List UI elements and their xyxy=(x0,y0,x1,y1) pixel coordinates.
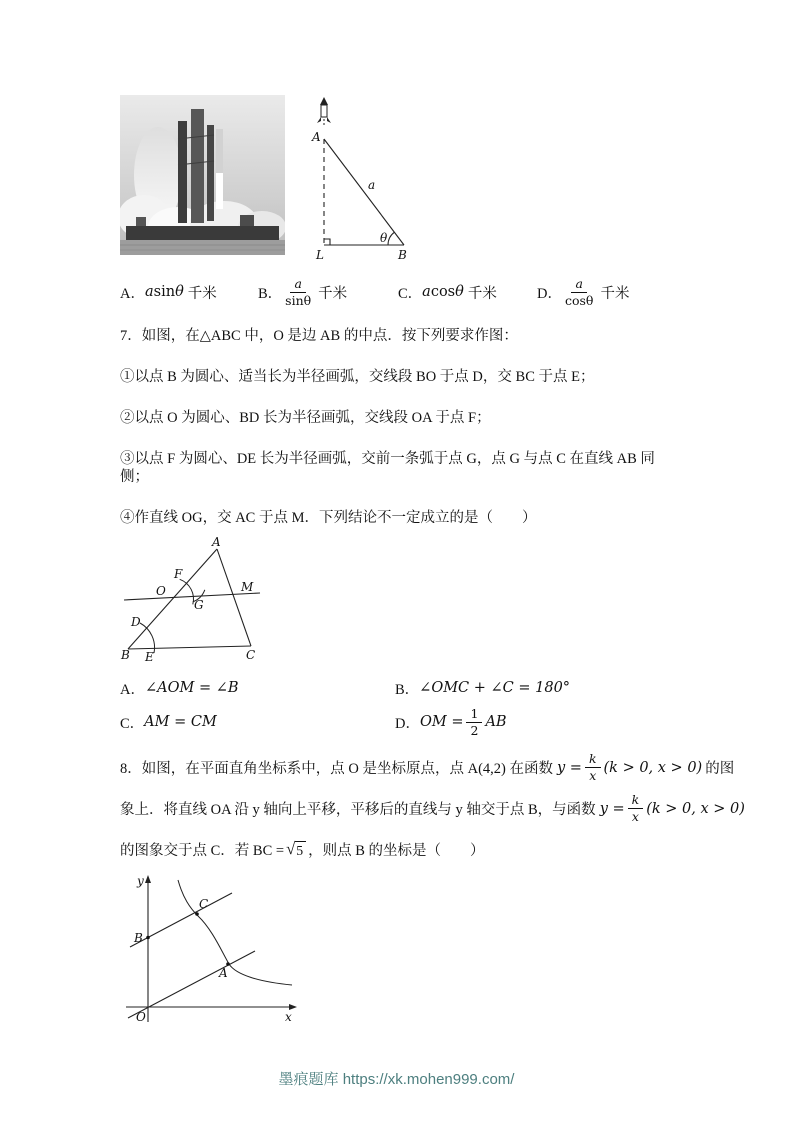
option-letter: C． xyxy=(398,285,423,302)
fraction-numerator: 1 xyxy=(466,707,482,723)
math-var: a xyxy=(144,284,154,300)
fraction xyxy=(585,752,601,783)
q7-option-c xyxy=(120,711,395,733)
stem-text: 8．如图，在平面直角坐标系中，点 O 是坐标原点，点 A(4,2) 在函数 xyxy=(120,761,553,777)
theta-label: θ xyxy=(380,231,388,245)
gantry-tower xyxy=(178,121,187,223)
fraction xyxy=(466,707,482,738)
fraction xyxy=(285,277,311,308)
unit-label: 千米 xyxy=(318,285,348,302)
theta-angle-arc xyxy=(388,232,394,245)
math-sym: θ xyxy=(175,284,184,300)
math-fn: sin xyxy=(153,284,176,300)
option-letter: C． xyxy=(120,715,145,732)
unit-label: 千米 xyxy=(467,285,497,302)
q6-option-d xyxy=(537,277,629,308)
math-var: a xyxy=(422,284,431,300)
square-root xyxy=(286,838,306,859)
side-label-a: a xyxy=(368,178,376,192)
gantry-tower xyxy=(191,109,204,223)
point-label-A: A xyxy=(219,966,228,980)
hyperbola-curve xyxy=(178,880,292,985)
q8-stem xyxy=(120,747,745,870)
sea xyxy=(120,240,285,255)
point-label-B: B xyxy=(121,648,130,662)
point-label-D: D xyxy=(131,615,141,629)
q7-step3: ③以点 F 为圆心、DE 长为半径画弧，交前一条弧于点 G，点 G 与点 C 在直线 AB 同侧； xyxy=(120,451,655,485)
option-letter: A． xyxy=(120,285,145,302)
exhaust-flame xyxy=(216,173,223,209)
option-letter: A． xyxy=(120,681,145,698)
math-fn: cos xyxy=(430,284,456,300)
point-label-C: C xyxy=(246,648,256,662)
math-expr: ∠OMC + ∠C = 180° xyxy=(419,680,571,696)
point-label-O: O xyxy=(156,584,166,598)
option-letter: B． xyxy=(258,285,283,302)
point-label-C: C xyxy=(199,897,209,911)
rocket-icon xyxy=(317,97,331,127)
stem-text: 象上．将直线 OA 沿 y 轴向上平移，平移后的直线与 y 轴交于点 B，与函数 xyxy=(120,802,596,818)
point-label-G: G xyxy=(194,598,204,612)
y-axis-arrow xyxy=(145,875,151,883)
radical-sign: √ xyxy=(286,838,296,858)
deck-structure xyxy=(240,215,254,226)
math-expr: AM = CM xyxy=(144,714,217,730)
radicand: 5 xyxy=(295,841,306,859)
side-AC xyxy=(217,549,251,646)
q7-option-a xyxy=(120,677,395,699)
q6-option-b xyxy=(258,277,398,308)
fraction-numerator: k xyxy=(585,752,601,768)
math-eq: y = xyxy=(599,800,625,817)
deck-structure xyxy=(136,217,146,226)
q7-option-b xyxy=(395,677,675,699)
right-triangle-diagram xyxy=(310,95,420,267)
fraction-numerator: k xyxy=(628,793,644,809)
footer-site-link[interactable]: 墨痕题库 https://xk.mohen999.com/ xyxy=(278,1071,515,1088)
math-sym: θ xyxy=(455,284,464,300)
q7-stem: 7．如图，在△ABC 中，O 是边 AB 的中点．按下列要求作图： xyxy=(120,328,518,344)
fraction-denominator: x xyxy=(631,809,639,824)
math-expr: AB xyxy=(485,714,507,730)
stem-text: ，则点 B 的坐标是（ ） xyxy=(308,843,485,859)
math-eq: y = xyxy=(556,759,582,776)
line-BC-translated xyxy=(130,893,232,947)
q7-option-d xyxy=(395,705,675,738)
origin-label-O: O xyxy=(136,1010,146,1024)
point-label-F: F xyxy=(174,567,183,581)
q7-step4: ④作直线 OG，交 AC 于点 M．下列结论不一定成立的是（ ） xyxy=(120,510,537,526)
fraction-denominator: sinθ xyxy=(285,292,312,308)
gantry-tower xyxy=(207,125,214,221)
point-label-B: B xyxy=(134,931,143,945)
unit-label: 千米 xyxy=(187,285,217,302)
math-cond: (k > 0, x > 0) xyxy=(646,800,745,817)
line-OA xyxy=(128,951,255,1018)
vertex-label-A: A xyxy=(312,130,321,144)
q8-coordinate-figure xyxy=(120,872,305,1027)
q8-line2 xyxy=(120,788,745,829)
vertex-label-B: B xyxy=(398,248,407,262)
axis-label-x: x xyxy=(285,1010,292,1024)
line-OG-through-M xyxy=(124,593,260,600)
fraction-denominator: 2 xyxy=(470,722,479,738)
launch-platform-hull xyxy=(126,226,279,240)
arc-centered-O xyxy=(180,579,194,604)
option-letter: D． xyxy=(395,715,420,732)
unit-label: 千米 xyxy=(600,285,630,302)
q7-step2: ②以点 O 为圆心、BD 长为半径画弧，交线段 OA 于点 F； xyxy=(120,410,491,426)
point-label-E: E xyxy=(145,650,154,664)
question7-options xyxy=(120,677,675,738)
option-letter: D． xyxy=(537,285,562,302)
point-label-A: A xyxy=(212,537,221,549)
vertex-label-L: L xyxy=(316,248,324,262)
math-cond: (k > 0, x > 0) xyxy=(603,759,703,776)
q8-line1 xyxy=(120,747,735,788)
q8-line3 xyxy=(120,829,675,870)
fraction-numerator: a xyxy=(571,277,586,293)
option-letter: B． xyxy=(395,681,420,698)
q7-step1: ①以点 B 为圆心、适当长为半径画弧，交线段 BO 于点 D，交 BC 于点 E； xyxy=(120,369,595,385)
stem-text: 的图 xyxy=(705,761,735,777)
fraction xyxy=(565,277,593,308)
question6-figures xyxy=(120,95,675,269)
fraction-denominator: cosθ xyxy=(564,292,594,308)
fraction-denominator: x xyxy=(589,768,597,783)
math-expr: OM = xyxy=(419,714,464,730)
q7-construction-figure xyxy=(120,537,270,665)
right-angle-mark xyxy=(324,239,330,245)
axis-label-y: y xyxy=(137,874,144,888)
question6-options xyxy=(120,275,675,309)
fraction xyxy=(628,793,644,824)
footer-watermark xyxy=(0,1068,793,1089)
fraction-numerator: a xyxy=(290,277,305,293)
rocket-launch-photo xyxy=(120,95,285,255)
side-BC xyxy=(128,646,251,649)
hypotenuse-AB xyxy=(324,139,404,245)
point-label-M: M xyxy=(241,580,254,594)
q6-option-a xyxy=(120,282,258,303)
point-B xyxy=(146,936,150,940)
q6-option-c xyxy=(398,282,537,303)
math-expr: ∠AOM = ∠B xyxy=(144,680,239,696)
point-C xyxy=(195,912,199,916)
stem-text: 的图象交于点 C．若 BC = xyxy=(120,843,285,859)
rocket-body xyxy=(216,129,223,173)
